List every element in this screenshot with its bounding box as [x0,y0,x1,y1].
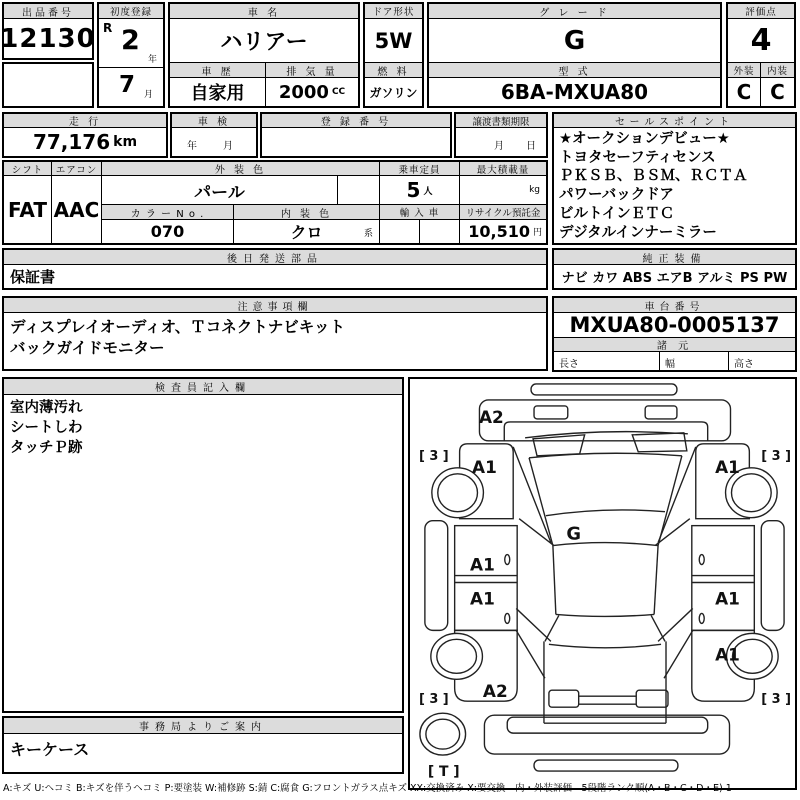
spec-length-cell: 長さ [554,352,660,370]
legend-line: A:キズ U:ヘコミ B:キズを伴うヘコミ P:要塗装 W:補修跡 S:錆 C:腐食 G:フロントガラス点キズ XX:交換済み X:要交換 内・外装評価 5段階ランク順(A・B・C・D・E) 1 [3,783,732,794]
shift-value: FAT [4,176,52,243]
model-code-value: 6BA-MXUA80 [500,80,649,104]
rf-wheel-inner [731,474,771,512]
right-sill [761,521,784,631]
displacement-label: 排 気 量 [266,63,358,78]
capacity-unit: 人 [423,186,433,197]
sales-point-line: デジタルインナーミラー [559,224,717,241]
sales-points-title: セールスポイント [554,114,795,128]
shift-label: シフト [4,162,52,176]
roof-side-left [553,546,556,615]
lot-empty-box [2,62,94,108]
chassis-box [552,296,797,372]
rr-door-handle [699,613,704,623]
notes-title: 注意事項欄 [4,298,546,313]
front-bumper [479,400,730,441]
door-shape-label: ドア形状 [365,4,422,19]
mileage-label: 走 行 [4,114,166,128]
spare-tire-inner [426,719,460,749]
wiper-right [632,433,687,452]
history-label: 車 歴 [170,63,266,78]
capacity-label: 乗車定員 [380,162,460,176]
score-value: 4 [728,19,794,63]
mileage-box [2,112,168,158]
sales-point-line: ＰＫＳＢ、ＢＳＭ、ＲＣＴＡ [559,168,748,185]
mark-lf-fender: A1 [472,456,497,477]
damage-marks [419,407,791,780]
displacement-value: 2000 CC [278,81,346,103]
interior-color-suffix: 系 [363,229,373,239]
chassis-value: MXUA80-0005137 [554,313,795,338]
door-fuel-box [363,2,424,108]
mark-rr-tire: [ 3 ] [761,692,792,708]
first-registration-year-cell [99,19,163,68]
mark-rf-fender: A1 [715,456,740,477]
interior-color-value: クロ 系 [234,220,380,243]
front-bumper-slot-right [645,406,677,419]
lot-number-label: 出品番号 [4,4,92,19]
shipped-later-box [2,248,548,290]
inspector-list [10,398,400,458]
inspector-line: シートしわ [10,420,83,436]
import-car-label: 輸 入 車 [380,205,460,220]
mark-windshield: G [566,523,582,545]
mark-lr-door: A1 [470,588,495,609]
exterior-grade-label: 外装 [728,63,761,78]
notes-line: バックガイドモニター [10,339,165,357]
displacement-unit: CC [331,87,346,97]
interior-grade-label: 内装 [761,63,794,78]
shipped-later-title: 後日発送部品 [4,250,546,265]
front-top-strip [531,384,677,395]
history-value: 自家用 [170,78,266,106]
sales-point-line: パワーバックドア [559,187,674,204]
max-load-value: kg [460,176,546,205]
door-shape-value: 5W [365,19,422,63]
wiper-left [533,435,585,456]
left-sill [425,521,448,631]
notes-list [10,317,544,359]
damage-diagram-box [408,377,797,790]
lot-number-value: 12130 [0,23,96,54]
recycle-deposit-value: 10,510 円 [468,222,542,241]
tail-lamp-right [636,690,668,707]
inspector-box [2,377,404,713]
aircon-label: エアコン [52,162,102,176]
mark-rf-tire: [ 3 ] [761,448,792,464]
car-name-value: ハリアー [170,19,358,63]
transfer-deadline-value: 月 日 [494,141,542,152]
specs-title: 諸 元 [554,338,795,352]
mark-lr-quarter: A2 [482,681,508,702]
c-pillar-left [516,608,551,678]
car-outline-diagram [410,379,795,788]
exterior-color-value: パール [102,176,337,205]
equipment-value: ナビ カワ ABS エアB アルミ PS PW [561,271,788,286]
year-value: 2 [121,25,140,56]
import-car-cell-a [380,220,420,243]
month-unit: 月 [143,90,153,100]
mark-rr-door: A1 [715,588,740,609]
office-title: 事務局よりご案内 [4,718,402,734]
sales-point-line: ビルトインＥＴＣ [559,205,675,222]
c-pillar-right [658,608,693,678]
inspection-label: 車 検 [172,114,256,128]
lf-door-handle [505,555,510,565]
grade-label: グ レ ー ド [429,4,720,19]
windshield-side-left [529,458,553,546]
lr-wheel-inner [437,639,477,673]
month-value: 7 [119,72,136,98]
exterior-color-label: 外 装 色 [102,162,380,176]
sales-points-list [559,130,793,242]
inspection-box [170,112,258,158]
inspector-line: タッチＰ跡 [10,440,83,456]
inspection-value: 年 月 [187,141,241,152]
equipment-box [552,248,797,290]
lf-wheel-inner [438,474,478,512]
recycle-deposit-unit: 円 [532,228,542,238]
lr-door-handle [505,613,510,623]
sales-points-box [552,112,797,245]
mark-spare-tire: [ T ] [427,763,460,781]
first-registration-month-cell [99,68,163,106]
shipped-later-value: 保証書 [10,268,56,286]
score-box [726,2,796,108]
spec-grid-box [2,160,548,245]
score-label: 評価点 [728,4,794,19]
first-registration-box [97,2,165,108]
color-no-label: カ ラ ー N o . [102,205,234,220]
color-no-value: 070 [102,220,234,243]
door-dividers [455,576,755,583]
recycle-deposit-label: リサイクル預託金 [460,205,546,220]
era-value: R [103,21,113,35]
mileage-unit: km [113,134,138,150]
mileage-value: 77,176 km [32,130,138,154]
inspector-title: 検査員記入欄 [4,379,402,395]
exterior-grade-value: C [728,78,761,106]
notes-line: ディスプレイオーディオ、Ｔコネクトナビキット [10,318,345,336]
office-value: キーケース [10,739,90,759]
mark-rr-fender: A1 [715,644,740,665]
year-unit: 年 [147,55,157,65]
exterior-color-subcell [337,176,380,205]
a-pillar-left [513,447,554,546]
front-bumper-slot-left [534,406,568,419]
transfer-deadline-label: 譲渡書類期限 [456,114,546,128]
registration-number-value [262,128,450,156]
rear-bumper [484,715,729,754]
sales-point-line: ★オークションデビュー★ [559,131,730,147]
a-pillar-right [655,447,696,546]
mark-front-bumper: A2 [478,406,504,427]
registration-number-box [260,112,452,158]
inspector-line: 室内薄汚れ [10,400,83,416]
sales-point-line: トヨタセーフティセンス [559,149,716,166]
rf-door-handle [699,555,704,565]
model-code-label: 型 式 [429,63,720,78]
car-name-label: 車 名 [170,4,358,19]
notes-box [2,296,548,371]
transfer-deadline-box [454,112,548,158]
lot-number-box [2,2,94,60]
grade-model-box [427,2,722,108]
spec-height-cell: 高さ [734,359,754,370]
equipment-title: 純正装備 [554,250,795,265]
mark-lf-door: A1 [470,554,495,575]
registration-number-label: 登 録 番 号 [262,114,450,128]
capacity-value: 5 人 [380,176,460,205]
spec-width-cell: 幅 [660,352,729,370]
first-registration-label: 初度登録 [99,4,163,19]
rear-bottom-strip [534,760,678,771]
chassis-title: 車台番号 [554,298,795,313]
import-car-cell-b [420,220,460,243]
mark-lr-tire: [ 3 ] [418,692,449,708]
left-door-panel [455,526,518,631]
tail-lamp-left [549,690,579,707]
tail-garnish [579,696,637,704]
aircon-value: AAC [52,176,102,243]
rear-glass-curve [549,644,661,647]
right-door-panel [692,526,755,631]
car-name-box [168,2,360,108]
fuel-label: 燃 料 [365,63,422,78]
grade-value: G [429,19,720,63]
interior-grade-value: C [770,80,785,104]
roof-side-right [654,546,658,615]
mark-lf-tire: [ 3 ] [418,448,449,464]
dash-curve [546,510,665,516]
office-box [2,716,404,774]
rear-bumper-inner [507,717,707,733]
interior-color-label: 内 装 色 [234,205,380,220]
fuel-value: ガソリン [369,85,418,100]
roof-rear-curve [556,614,654,616]
max-load-label: 最大積載量 [460,162,546,176]
